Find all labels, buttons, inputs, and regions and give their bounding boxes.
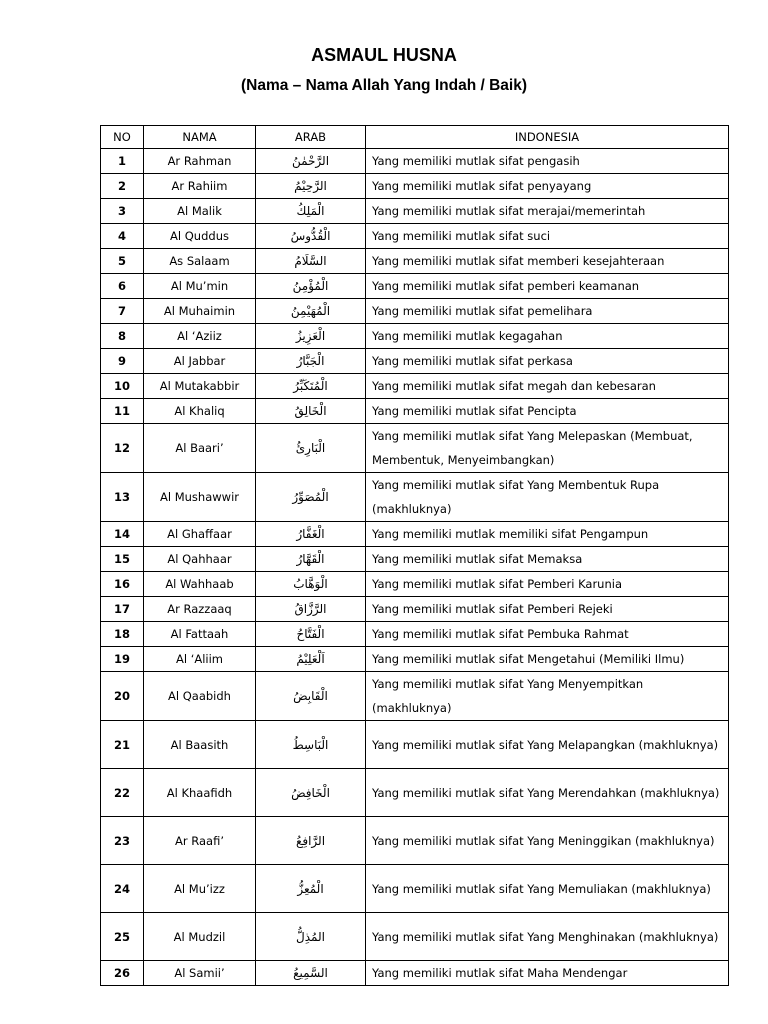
table-row [101,817,729,865]
cell-no: 11 [101,399,144,424]
page-title: ASMAUL HUSNA [311,45,457,65]
table-row [101,149,729,174]
cell-no: 7 [101,299,144,324]
table-row [101,224,729,249]
cell-no: 1 [101,149,144,174]
header-arab: ARAB [256,126,366,149]
cell-nama: Ar Rahiim [144,174,256,199]
cell-arab: الْخَافِضُ [256,769,366,817]
cell-no: 18 [101,622,144,647]
cell-indonesia: Yang memiliki mutlak sifat penyayang [366,174,729,199]
cell-no: 19 [101,647,144,672]
table-row [101,913,729,961]
table-row [101,721,729,769]
cell-no: 6 [101,274,144,299]
cell-no: 17 [101,597,144,622]
cell-no: 26 [101,961,144,986]
table-row [101,174,729,199]
cell-arab: الْقَهَّارُ [256,547,366,572]
cell-arab: الْخَالِقُ [256,399,366,424]
cell-no: 25 [101,913,144,961]
cell-indonesia: Yang memiliki mutlak sifat Yang Meninggikan (makhluknya) [366,817,729,865]
cell-indonesia: Yang memiliki mutlak sifat suci [366,224,729,249]
cell-nama: Al Samii’ [144,961,256,986]
cell-nama: Al ‘Aziiz [144,324,256,349]
cell-no: 20 [101,672,144,721]
table-row [101,424,729,473]
cell-nama: Al Khaliq [144,399,256,424]
cell-indonesia: Yang memiliki mutlak sifat merajai/memerintah [366,199,729,224]
cell-nama: Al Fattaah [144,622,256,647]
cell-indonesia: Yang memiliki mutlak sifat memberi kesejahteraan [366,249,729,274]
cell-indonesia: Yang memiliki mutlak sifat Memaksa [366,547,729,572]
table-row [101,622,729,647]
cell-indonesia: Yang memiliki mutlak sifat Pemberi Karunia [366,572,729,597]
cell-arab: الْقُدُّوسُ [256,224,366,249]
table-row [101,769,729,817]
cell-indonesia: Yang memiliki mutlak sifat Yang Memuliakan (makhluknya) [366,865,729,913]
cell-no: 4 [101,224,144,249]
cell-arab: الرَّافِعُ [256,817,366,865]
cell-no: 24 [101,865,144,913]
cell-no: 14 [101,522,144,547]
asmaul-husna-table [100,125,729,986]
table-row [101,672,729,721]
cell-nama: Al Qaabidh [144,672,256,721]
cell-arab: الْمُتَكَبِّرُ [256,374,366,399]
cell-arab: اَلْعَلِيْمُ [256,647,366,672]
table-row [101,522,729,547]
cell-nama: Ar Rahman [144,149,256,174]
cell-indonesia: Yang memiliki mutlak sifat Pemberi Rejeki [366,597,729,622]
table-row [101,349,729,374]
cell-nama: Al Quddus [144,224,256,249]
cell-nama: Al Muhaimin [144,299,256,324]
cell-indonesia: Yang memiliki mutlak memiliki sifat Pengampun [366,522,729,547]
cell-no: 15 [101,547,144,572]
cell-arab: المُذِلُّ [256,913,366,961]
header-indonesia: INDONESIA [366,126,729,149]
table-row [101,572,729,597]
table-header-row [101,126,729,149]
cell-arab: الْبَارِئُ [256,424,366,473]
cell-nama: Al Baari’ [144,424,256,473]
table-row [101,547,729,572]
cell-indonesia: Yang memiliki mutlak sifat Yang Menghinakan (makhluknya) [366,913,729,961]
cell-nama: Ar Razzaaq [144,597,256,622]
cell-nama: Ar Raafi’ [144,817,256,865]
table-row [101,299,729,324]
cell-no: 5 [101,249,144,274]
header-nama: NAMA [144,126,256,149]
cell-indonesia: Yang memiliki mutlak sifat Pembuka Rahmat [366,622,729,647]
cell-nama: Al Baasith [144,721,256,769]
cell-nama: Al Wahhaab [144,572,256,597]
cell-arab: الْبَاسِطُ [256,721,366,769]
cell-indonesia: Yang memiliki mutlak sifat pemberi keamanan [366,274,729,299]
cell-indonesia: Yang memiliki mutlak kegagahan [366,324,729,349]
cell-nama: Al Qahhaar [144,547,256,572]
cell-arab: الْمُصَوِّرُ [256,473,366,522]
cell-nama: Al ‘Aliim [144,647,256,672]
cell-arab: الْقَابِضُ [256,672,366,721]
cell-nama: Al Malik [144,199,256,224]
cell-indonesia: Yang memiliki mutlak sifat Yang Melepaskan (Membuat, Membentuk, Menyeimbangkan) [366,424,729,473]
cell-no: 13 [101,473,144,522]
header-no: NO [101,126,144,149]
page-subtitle: (Nama – Nama Allah Yang Indah / Baik) [241,77,527,94]
table-row [101,274,729,299]
cell-indonesia: Yang memiliki mutlak sifat megah dan kebesaran [366,374,729,399]
cell-indonesia: Yang memiliki mutlak sifat Yang Melapangkan (makhluknya) [366,721,729,769]
table-row [101,199,729,224]
cell-arab: الْغَفَّارُ [256,522,366,547]
table-row [101,374,729,399]
cell-nama: As Salaam [144,249,256,274]
cell-arab: الْمُهَيْمِنُ [256,299,366,324]
cell-no: 9 [101,349,144,374]
cell-no: 21 [101,721,144,769]
cell-arab: الْمَلِكُ [256,199,366,224]
cell-no: 12 [101,424,144,473]
cell-no: 16 [101,572,144,597]
cell-no: 2 [101,174,144,199]
cell-nama: Al Ghaffaar [144,522,256,547]
cell-arab: الرَّحْمٰنُ [256,149,366,174]
cell-indonesia: Yang memiliki mutlak sifat Yang Menyempitkan (makhluknya) [366,672,729,721]
cell-nama: Al Mudzil [144,913,256,961]
cell-indonesia: Yang memiliki mutlak sifat Pencipta [366,399,729,424]
cell-no: 3 [101,199,144,224]
cell-nama: Al Mu’min [144,274,256,299]
cell-nama: Al Khaafidh [144,769,256,817]
cell-nama: Al Mushawwir [144,473,256,522]
cell-no: 22 [101,769,144,817]
cell-arab: الْعَزِيزُ [256,324,366,349]
cell-arab: الْوَهَّابُ [256,572,366,597]
cell-no: 10 [101,374,144,399]
cell-nama: Al Mu’izz [144,865,256,913]
cell-no: 8 [101,324,144,349]
cell-no: 23 [101,817,144,865]
cell-indonesia: Yang memiliki mutlak sifat pemelihara [366,299,729,324]
cell-arab: الرَّزَّاقُ [256,597,366,622]
table-row [101,249,729,274]
cell-indonesia: Yang memiliki mutlak sifat pengasih [366,149,729,174]
table-row [101,865,729,913]
table-row [101,324,729,349]
cell-arab: الْمُؤْمِنُ [256,274,366,299]
cell-indonesia: Yang memiliki mutlak sifat Mengetahui (Memiliki Ilmu) [366,647,729,672]
cell-indonesia: Yang memiliki mutlak sifat perkasa [366,349,729,374]
cell-nama: Al Mutakabbir [144,374,256,399]
cell-indonesia: Yang memiliki mutlak sifat Maha Mendengar [366,961,729,986]
cell-arab: الْمُعِزُّ [256,865,366,913]
cell-arab: الْجَبَّارُ [256,349,366,374]
cell-arab: الرَّحِيْمُ [256,174,366,199]
table-row [101,961,729,986]
table-row [101,399,729,424]
table-row [101,597,729,622]
cell-nama: Al Jabbar [144,349,256,374]
cell-arab: الْفَتَّاحُ [256,622,366,647]
table-row [101,647,729,672]
table-row [101,473,729,522]
cell-indonesia: Yang memiliki mutlak sifat Yang Merendahkan (makhluknya) [366,769,729,817]
cell-indonesia: Yang memiliki mutlak sifat Yang Membentuk Rupa (makhluknya) [366,473,729,522]
cell-arab: السَّلَامُ [256,249,366,274]
cell-arab: السَّمِيعُ [256,961,366,986]
